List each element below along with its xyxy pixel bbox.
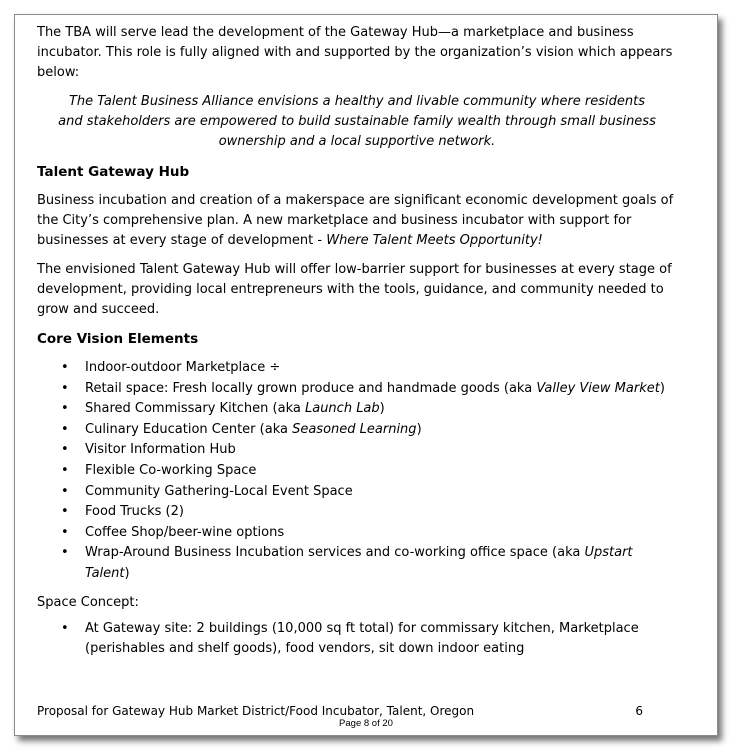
list-item-text: Community Gathering-Local Event Space bbox=[85, 483, 353, 499]
list-item-aka: Launch Lab bbox=[304, 401, 380, 417]
space-concept-list bbox=[37, 619, 677, 659]
footer-page-number: 6 bbox=[635, 704, 643, 718]
list-item-text: Wrap-Around Business Incubation services and co-working office space (aka bbox=[85, 545, 585, 561]
list-item-close: ) bbox=[379, 401, 385, 417]
space-concept-label: Space Concept: bbox=[37, 594, 139, 610]
pdf-page-indicator: Page 8 of 20 bbox=[339, 718, 393, 729]
list-item bbox=[37, 420, 677, 441]
core-vision-list bbox=[37, 358, 677, 585]
list-item-close: ) bbox=[416, 421, 422, 437]
list-item-text: Food Trucks (2) bbox=[85, 504, 184, 520]
list-item-aka: Seasoned Learning bbox=[292, 421, 417, 437]
list-item bbox=[37, 523, 677, 544]
list-item-text: Shared Commissary Kitchen (aka bbox=[85, 401, 305, 417]
list-item bbox=[37, 440, 677, 461]
hub-paragraph-1 bbox=[37, 191, 677, 251]
list-item bbox=[37, 358, 677, 379]
list-item-aka: Valley View Market bbox=[536, 380, 660, 396]
list-item bbox=[37, 461, 677, 482]
hub-paragraph-2: The envisioned Talent Gateway Hub will offer low-barrier support for businesses at every stage of development, providing local entrepreneurs with the tools, guidance, and community needed to grow and succeed. bbox=[37, 262, 672, 317]
document-page bbox=[14, 14, 718, 736]
hub-paragraph-1-text: Business incubation and creation of a makerspace are significant economic development goals of the City’s comprehensive plan. A new marketplace and business incubator with support for businesses at every stage of development - bbox=[37, 193, 674, 248]
list-item-text: Coffee Shop/beer-wine options bbox=[85, 524, 285, 540]
list-item-text: Retail space: Fresh locally grown produce and handmade goods (aka bbox=[85, 380, 537, 396]
list-item-close: ) bbox=[124, 565, 130, 581]
list-item bbox=[37, 482, 677, 503]
list-item bbox=[37, 399, 677, 420]
list-item-aka: Upstart Talent bbox=[85, 545, 633, 581]
list-item-text: Indoor-outdoor Marketplace ÷ bbox=[85, 360, 281, 375]
footer-title: Proposal for Gateway Hub Market District/Food Incubator, Talent, Oregon bbox=[37, 704, 475, 718]
list-item-text: Culinary Education Center (aka bbox=[85, 421, 293, 437]
list-item: • At Gateway site: 2 buildings (10,000 sq ft total) for commissary kitchen, Marketplace (perishables and shelf goods), food vendors, sit down indoor eating bbox=[37, 619, 677, 659]
core-vision-heading: Core Vision Elements bbox=[37, 331, 199, 347]
hub-heading: Talent Gateway Hub bbox=[37, 164, 190, 180]
list-item bbox=[37, 543, 677, 584]
list-item bbox=[37, 502, 677, 523]
hub-tagline: Where Talent Meets Opportunity! bbox=[326, 233, 543, 248]
page-footer bbox=[37, 704, 643, 718]
list-item-text: Visitor Information Hub bbox=[85, 442, 236, 458]
page-content bbox=[37, 23, 677, 667]
list-item-close: ) bbox=[659, 380, 665, 396]
vision-quote: The Talent Business Alliance envisions a healthy and livable community where residents and stakeholders are empowered to build sustainable family wealth through small business ownership and a local supportive network. bbox=[58, 94, 656, 149]
intro-paragraph: The TBA will serve lead the development of the Gateway Hub—a marketplace and business incubator. This role is fully aligned with and supported by the organization’s vision which appears below: bbox=[37, 25, 673, 80]
list-item bbox=[37, 379, 677, 400]
list-item-text: Flexible Co-working Space bbox=[85, 462, 257, 478]
